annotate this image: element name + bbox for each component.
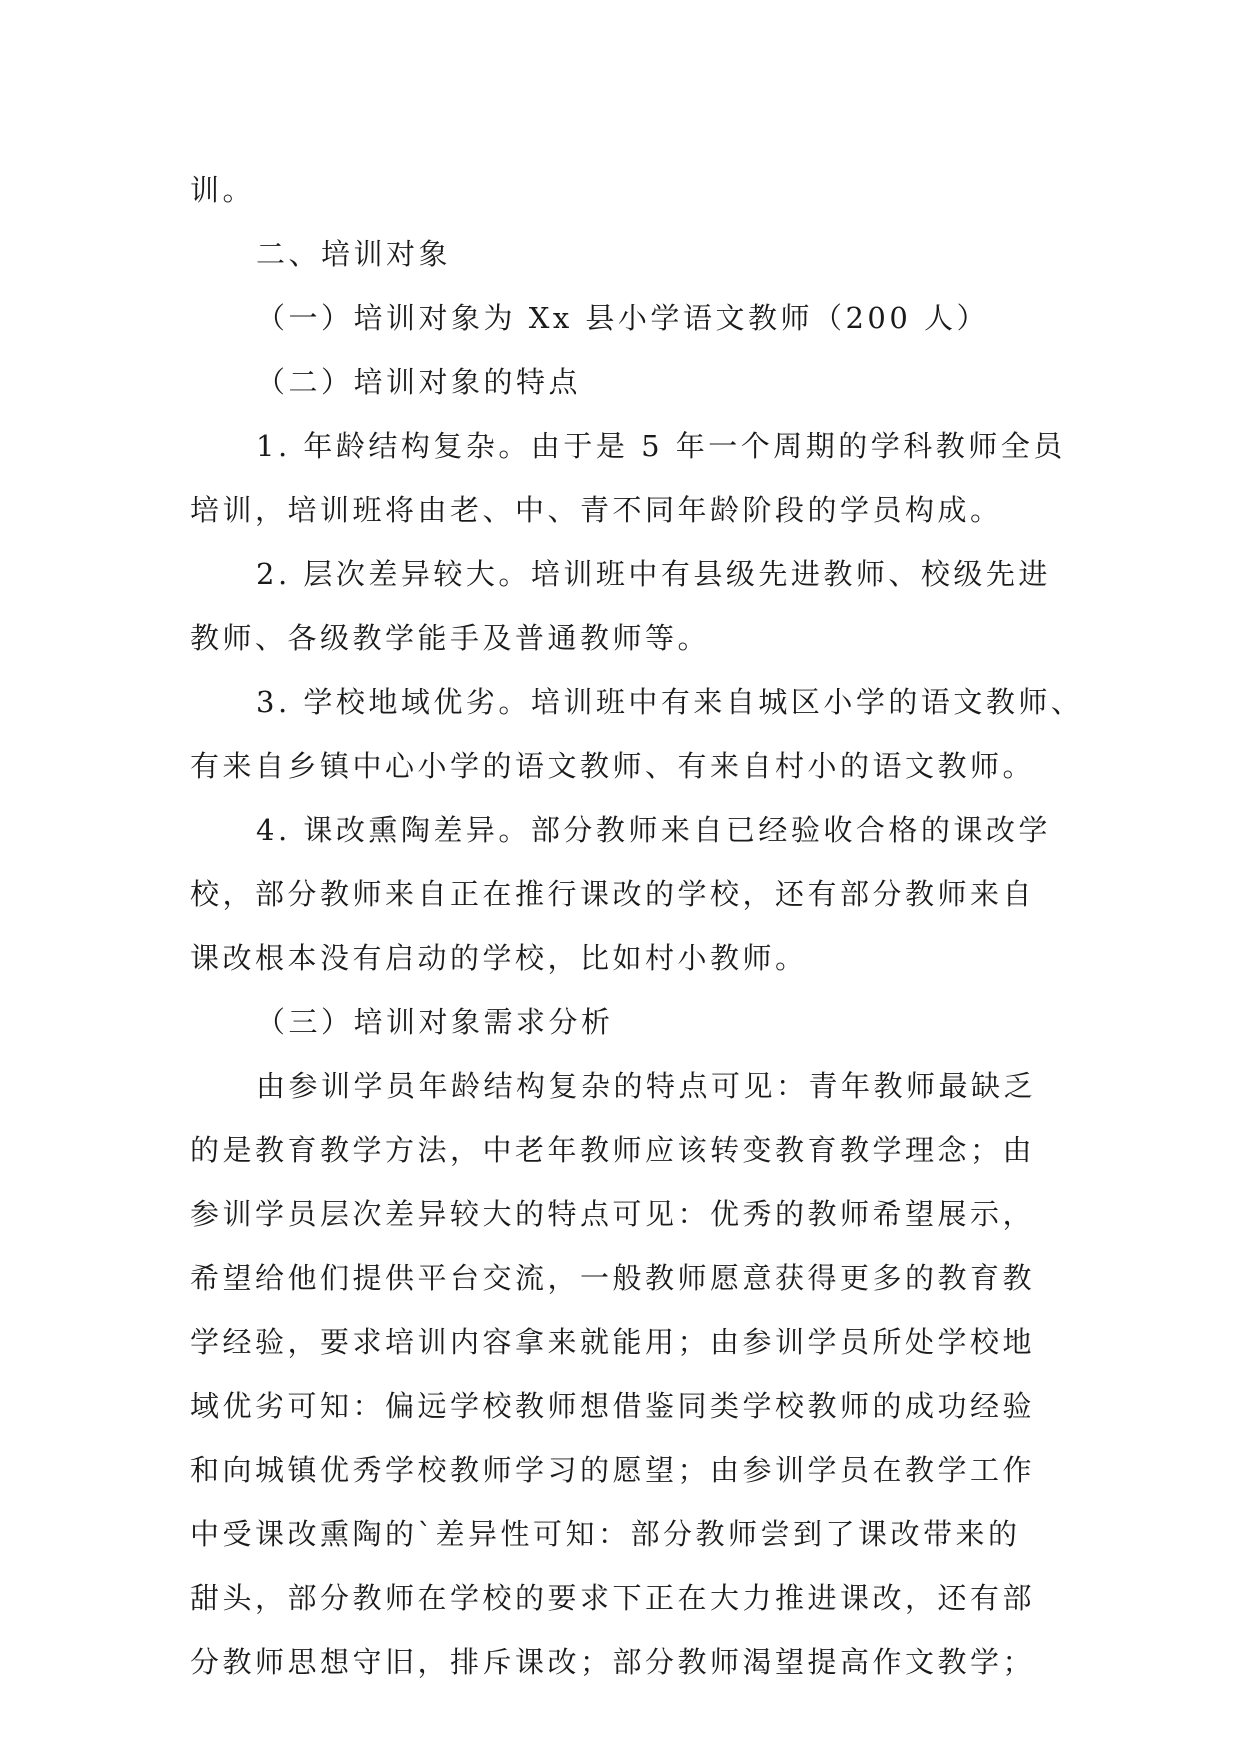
- paragraph-line: 2. 层次差异较大。培训班中有县级先进教师、校级先进: [256, 557, 1051, 591]
- paragraph-line: 域优劣可知：偏远学校教师想借鉴同类学校教师的成功经验: [190, 1389, 1036, 1423]
- subsection-heading: （一）培训对象为 Xx 县小学语文教师（200 人）: [256, 301, 990, 335]
- paragraph-line: 希望给他们提供平台交流，一般教师愿意获得更多的教育教: [190, 1261, 1036, 1295]
- paragraph-line: 课改根本没有启动的学校，比如村小教师。: [190, 941, 808, 975]
- subsection-heading: （二）培训对象的特点: [256, 365, 582, 399]
- paragraph-line: 参训学员层次差异较大的特点可见：优秀的教师希望展示，: [190, 1197, 1036, 1231]
- text-line: 训。: [190, 173, 256, 207]
- paragraph-line: 中受课改熏陶的`差异性可知：部分教师尝到了课改带来的: [190, 1517, 1021, 1551]
- paragraph-line: 由参训学员年龄结构复杂的特点可见：青年教师最缺乏: [256, 1069, 1037, 1103]
- paragraph-line: 分教师思想守旧，排斥课改；部分教师渴望提高作文教学；: [190, 1645, 1036, 1679]
- subsection-heading: （三）培训对象需求分析: [256, 1005, 614, 1039]
- paragraph-line: 校，部分教师来自正在推行课改的学校，还有部分教师来自: [190, 877, 1036, 911]
- paragraph-line: 学经验，要求培训内容拿来就能用；由参训学员所处学校地: [190, 1325, 1036, 1359]
- section-heading: 二、培训对象: [256, 237, 452, 271]
- paragraph-line: 培训，培训班将由老、中、青不同年龄阶段的学员构成。: [190, 493, 1003, 527]
- document-body: [190, 158, 1084, 1694]
- paragraph-line: 教师、各级教学能手及普通教师等。: [190, 621, 711, 655]
- paragraph-line: 3. 学校地域优劣。培训班中有来自城区小学的语文教师、: [256, 685, 1084, 719]
- paragraph-line: 4. 课改熏陶差异。部分教师来自已经验收合格的课改学: [256, 813, 1051, 847]
- paragraph-line: 甜头，部分教师在学校的要求下正在大力推进课改，还有部: [190, 1581, 1036, 1615]
- paragraph-line: 和向城镇优秀学校教师学习的愿望；由参训学员在教学工作: [190, 1453, 1036, 1487]
- paragraph-line: 有来自乡镇中心小学的语文教师、有来自村小的语文教师。: [190, 749, 1036, 783]
- paragraph-line: 1. 年龄结构复杂。由于是 5 年一个周期的学科教师全员: [256, 429, 1066, 463]
- paragraph-line: 的是教育教学方法，中老年教师应该转变教育教学理念；由: [190, 1133, 1036, 1167]
